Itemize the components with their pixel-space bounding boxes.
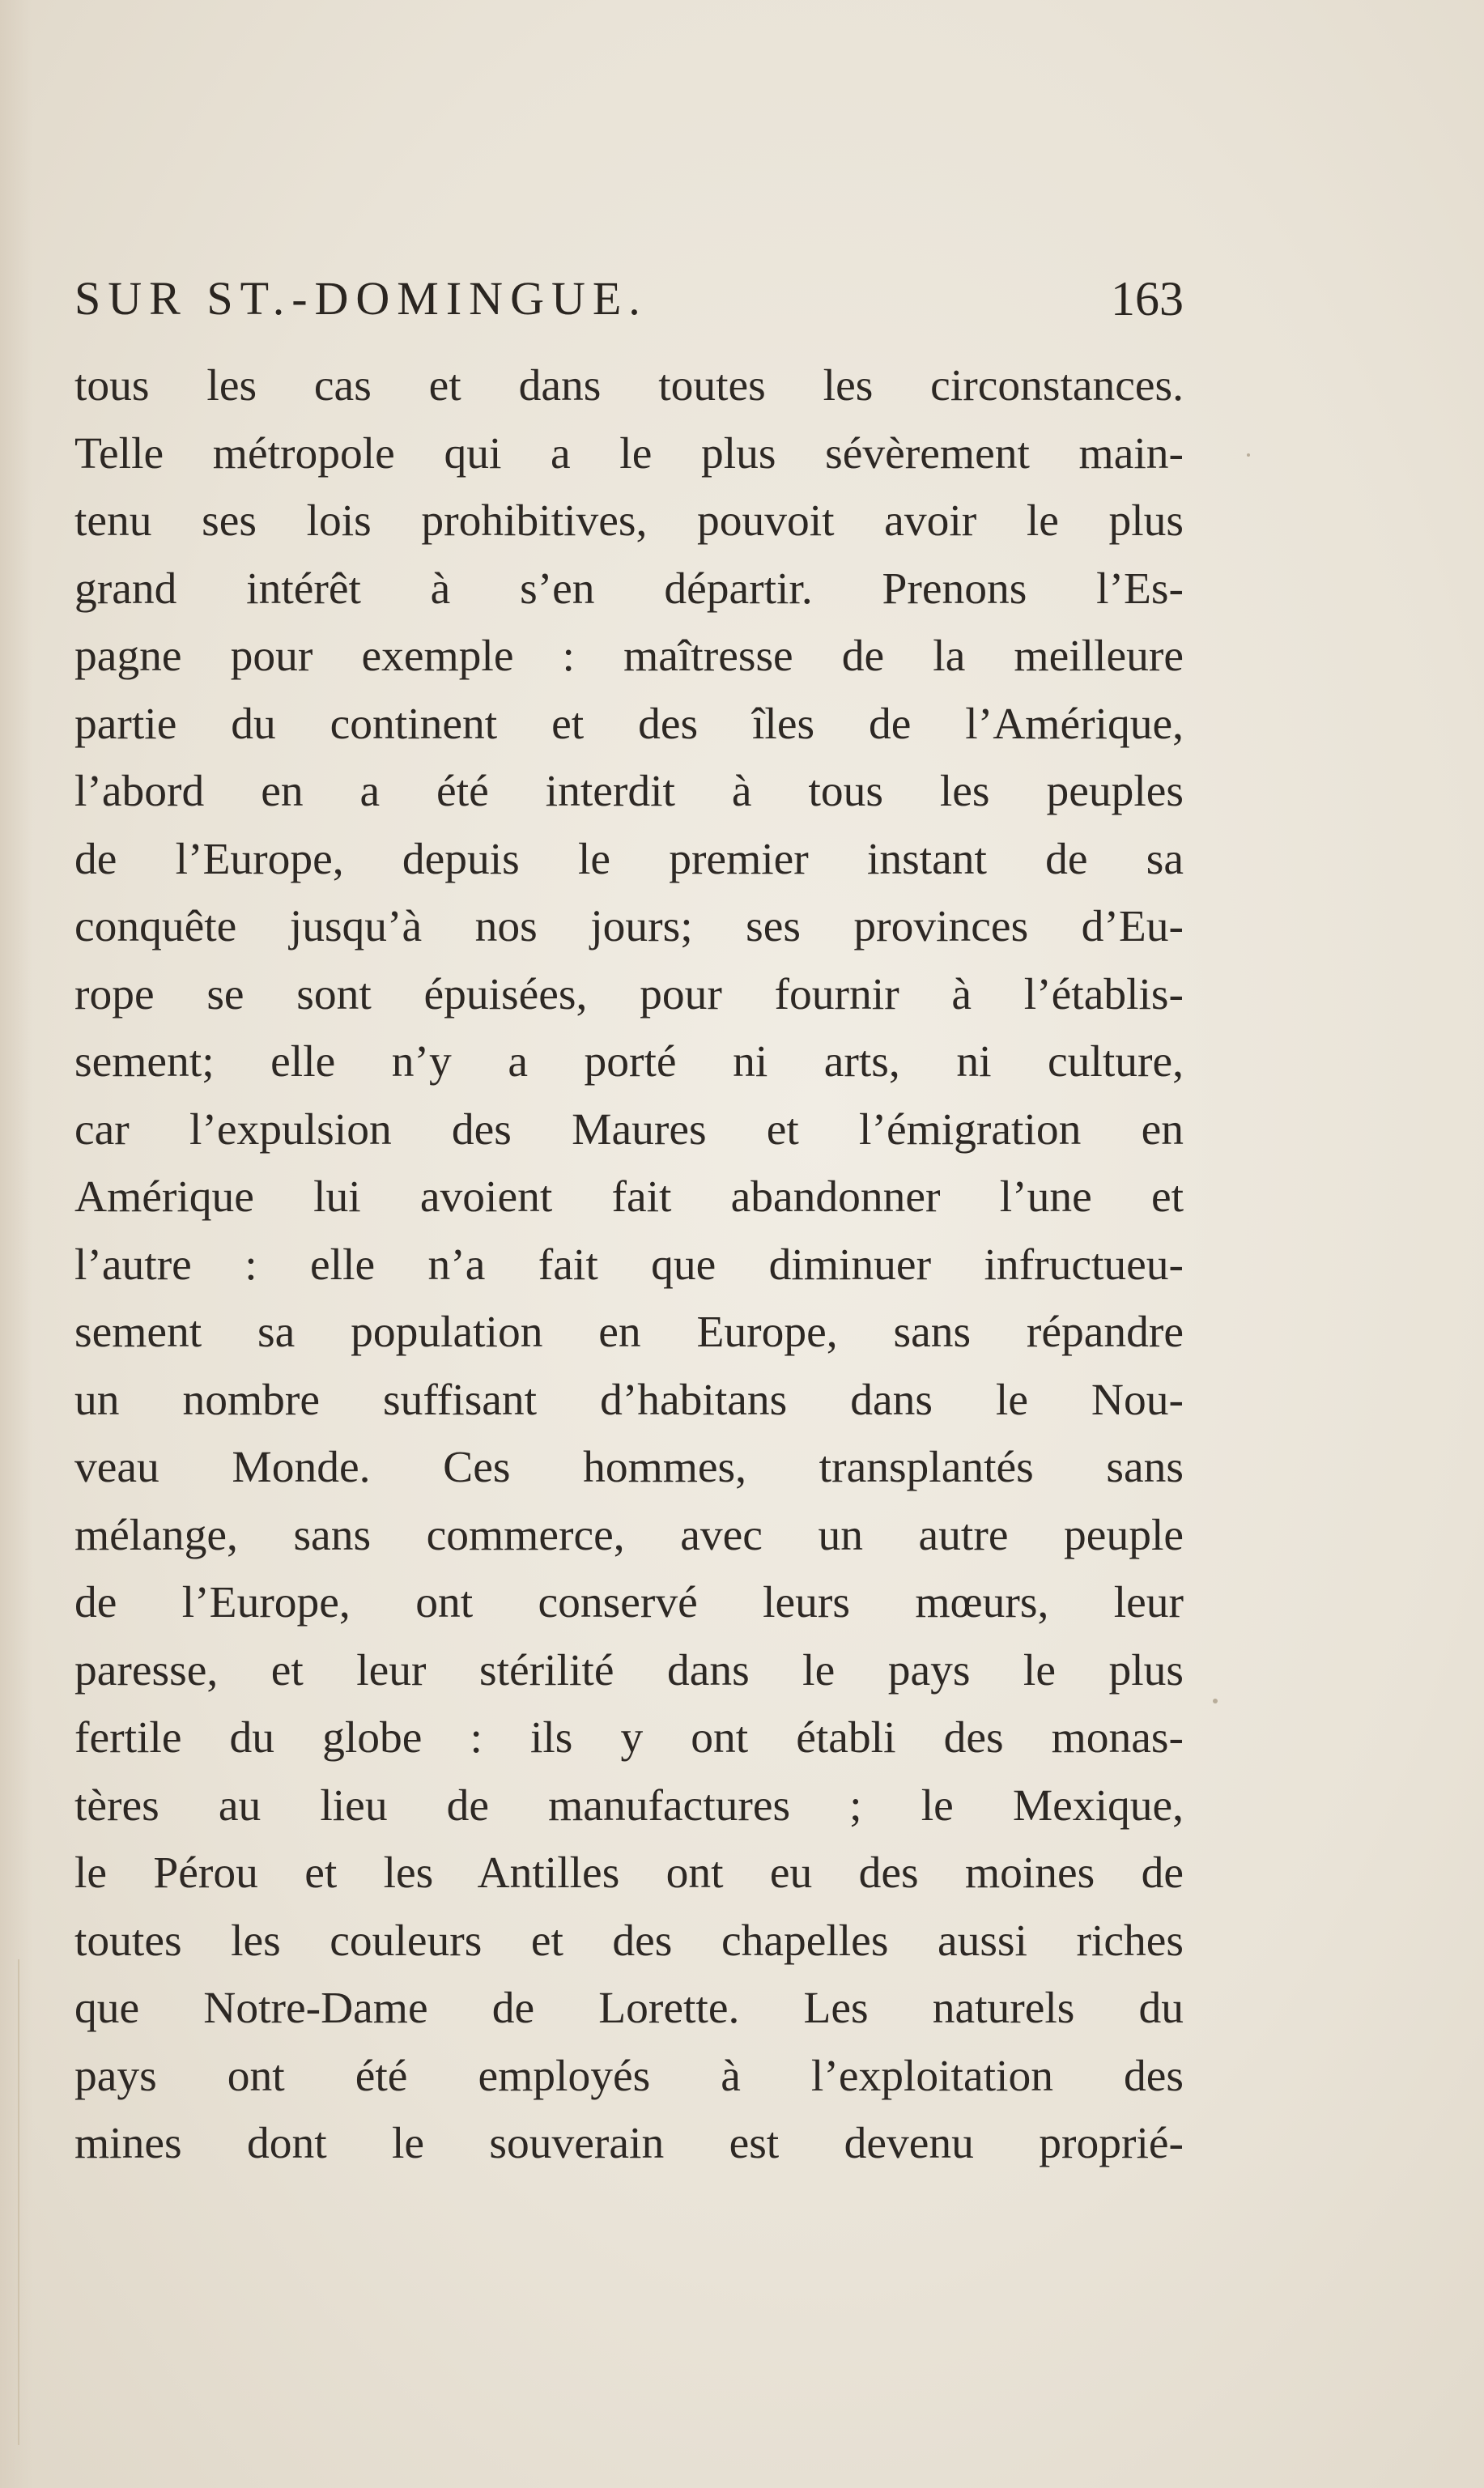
text-line: grand intérêt à s’en départir. Prenons l’Es- [74, 564, 1184, 614]
page-number: 163 [1111, 272, 1184, 325]
text-line: tères au lieu de manufactures ; le Mexique, [74, 1780, 1184, 1831]
text-line: Amérique lui avoient fait abandonner l’une et [74, 1172, 1184, 1222]
text-line: de l’Europe, ont conservé leurs mœurs, leur [74, 1578, 1184, 1627]
text-line: sement sa population en Europe, sans répandre [74, 1308, 1184, 1357]
text-line: tenu ses lois prohibitives, pouvoit avoir le plus [74, 496, 1184, 546]
running-head: SUR ST.-DOMINGUE. [74, 272, 648, 325]
text-line: un nombre suffisant d’habitans dans le Nou- [74, 1375, 1184, 1425]
paper-speck [1213, 1699, 1218, 1703]
text-line: l’abord en a été interdit à tous les peuples [74, 767, 1184, 816]
page-header [74, 271, 1184, 336]
text-line: paresse, et leur stérilité dans le pays le plus [74, 1645, 1184, 1695]
text-line: que Notre-Dame de Lorette. Les naturels du [74, 1984, 1184, 2033]
text-line: l’autre : elle n’a fait que diminuer infructueu- [74, 1240, 1184, 1290]
text-line: le Pérou et les Antilles ont eu des moines de [74, 1848, 1184, 1898]
text-line: conquête jusqu’à nos jours; ses provinces d’Eu- [74, 902, 1184, 951]
text-line: fertile du globe : ils y ont établi des monas- [74, 1713, 1184, 1763]
text-line: veau Monde. Ces hommes, transplantés sans [74, 1443, 1184, 1492]
text-line: car l’expulsion des Maures et l’émigration en [74, 1104, 1184, 1155]
text-line: Telle métropole qui a le plus sévèrement main- [74, 428, 1184, 478]
text-line: pays ont été employés à l’exploitation des [74, 2051, 1184, 2101]
text-line: pagne pour exemple : maîtresse de la meilleure [74, 632, 1184, 681]
page-gutter-shadow [0, 0, 32, 2488]
text-line: toutes les couleurs et des chapelles aussi riches [74, 1916, 1184, 1966]
text-line: sement; elle n’y a porté ni arts, ni culture, [74, 1037, 1184, 1087]
text-line: partie du continent et des îles de l’Amérique, [74, 699, 1184, 749]
text-line: mines dont le souverain est devenu proprié- [74, 2119, 1184, 2168]
text-line: tous les cas et dans toutes les circonstances. [74, 361, 1184, 410]
body-text [74, 352, 1184, 2178]
paper-speck [1247, 453, 1250, 457]
text-line: mélange, sans commerce, avec un autre peuple [74, 1510, 1184, 1560]
page-edge-line [18, 1959, 19, 2445]
text-line: rope se sont épuisées, pour fournir à l’établis- [74, 969, 1184, 1019]
text-line: de l’Europe, depuis le premier instant de sa [74, 834, 1184, 884]
